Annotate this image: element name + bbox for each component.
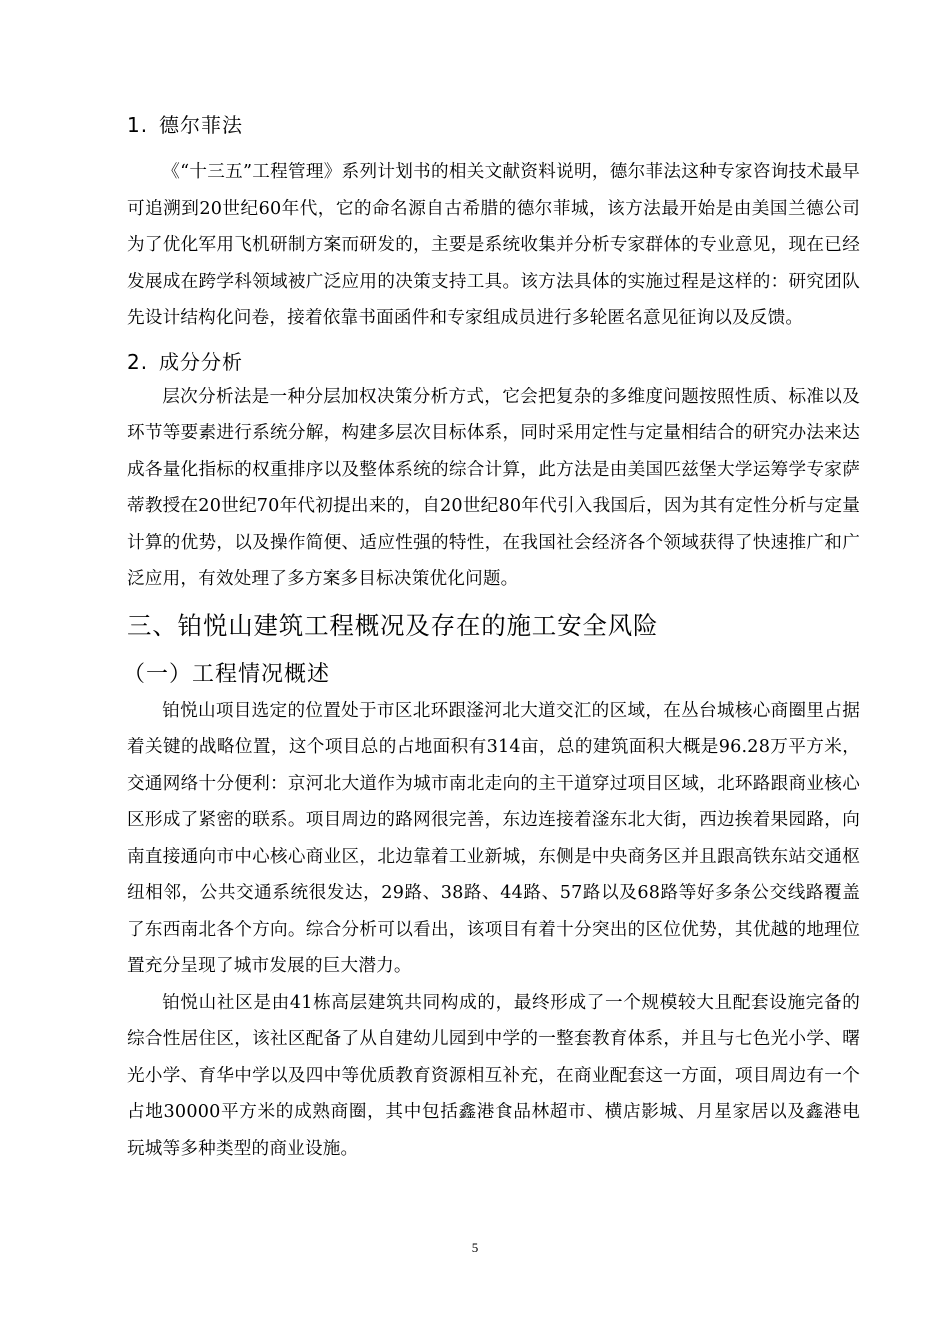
section-heading-component-analysis: [127, 349, 860, 375]
chapter-heading: 三、铂悦山建筑工程概况及存在的施工安全风险: [127, 610, 659, 640]
page-number: 5: [471, 1240, 479, 1255]
paragraph-project-location: 铂悦山项目选定的位置处于市区北环跟滏河北大道交汇的区域，在丛台城核心商圈里占据着关键的战略位置，这个项目总的占地面积有314亩，总的建筑面积大概是96.28万平方米，交通网络十分便利：京河北大道作为城市南北走向的主干道穿过项目区域，北环路跟商业核心区形成了紧密的联系。项目周边的路网很完善，东边连接着滏东北大街，西边挨着果园路，向南直接通向市中心核心商业区，北边靠着工业新城，东侧是中央商务区并且跟高铁东站交通枢纽相邻，公共交通系统很发达，29路、38路、44路、57路以及68路等好多条公交线路覆盖了东西南北各个方向。综合分析可以看出，该项目有着十分突出的区位优势，其优越的地理位置充分呈现了城市发展的巨大潜力。: [127, 700, 860, 976]
section-title: 德尔菲法: [159, 113, 243, 137]
section-number: 2.: [127, 349, 149, 374]
section-heading-delphi: [127, 112, 860, 138]
page-content: [123, 112, 860, 1167]
section-title: 成分分析: [159, 349, 243, 374]
section-number: 1.: [127, 113, 149, 137]
paragraph-delphi: 《“十三五”工程管理》系列计划书的相关文献资料说明，德尔菲法这种专家咨询技术最早可追溯到20世纪60年代，它的命名源自古希腊的德尔菲城，该方法最开始是由美国兰德公司为了优化军用飞机研制方案而研发的，主要是系统收集并分析专家群体的专业意见，现在已经发展成在跨学科领域被广泛应用的决策支持工具。该方法具体的实施过程是这样的：研究团队先设计结构化问卷，接着依靠书面函件和专家组成员进行多轮匿名意见征询以及反馈。: [127, 162, 860, 328]
paragraph-community: 铂悦山社区是由41栋高层建筑共同构成的，最终形成了一个规模较大且配套设施完备的综合性居住区，该社区配备了从自建幼儿园到中学的一整套教育体系，并且与七色光小学、曙光小学、育华中学以及四中等优质教育资源相互补充，在商业配套这一方面，项目周边有一个占地30000平方米的成熟商圈，其中包括鑫港食品林超市、横店影城、月星家居以及鑫港电玩城等多种类型的商业设施。: [127, 992, 860, 1159]
subsection-heading: （一）工程情况概述: [123, 661, 331, 687]
paragraph-ahp: 层次分析法是一种分层加权决策分析方式，它会把复杂的多维度问题按照性质、标准以及环节等要素进行系统分解，构建多层次目标体系，同时采用定性与定量相结合的研究办法来达成各量化指标的权重排序以及整体系统的综合计算，此方法是由美国匹兹堡大学运筹学专家萨蒂教授在20世纪70年代初提出来的，自20世纪80年代引入我国后，因为其有定性分析与定量计算的优势，以及操作简便、适应性强的特性，在我国社会经济各个领域获得了快速推广和广泛应用，有效处理了多方案多目标决策优化问题。: [127, 386, 860, 589]
